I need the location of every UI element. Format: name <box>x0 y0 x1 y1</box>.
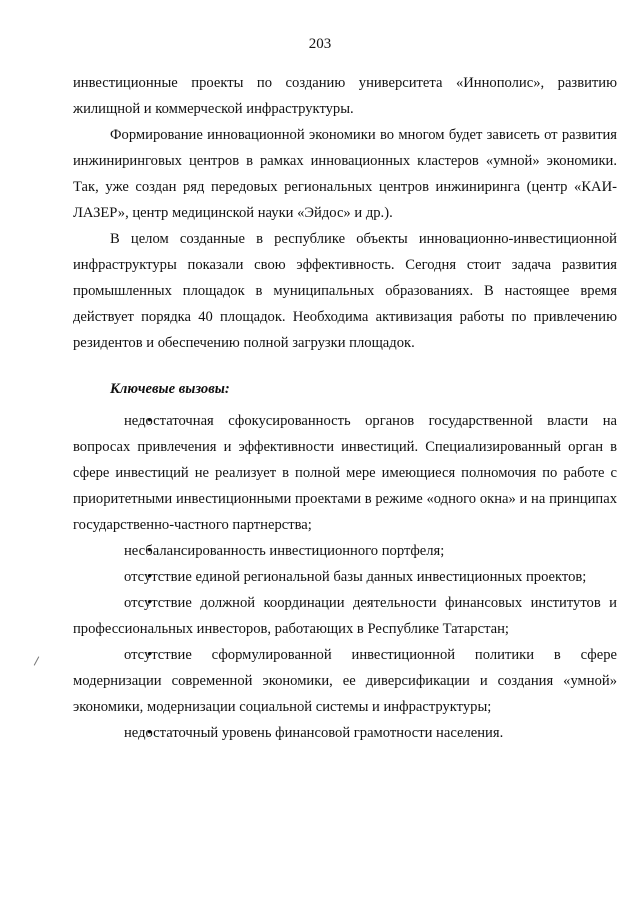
page-number: 203 <box>308 36 332 52</box>
bullet-icon <box>110 725 124 741</box>
list-item <box>73 590 617 642</box>
paragraph-continuation: инвестиционные проекты по созданию университета «Иннополис», развитию жилищной и коммерческой инфраструктуры. <box>73 75 617 117</box>
scan-mark <box>34 656 40 665</box>
list-item <box>73 564 617 590</box>
challenges-list <box>73 408 617 746</box>
bullet-icon <box>110 647 124 663</box>
bullet-icon <box>110 413 124 429</box>
bullet-icon <box>110 595 124 611</box>
list-item <box>73 408 617 538</box>
list-item <box>73 720 617 746</box>
intro-text <box>73 70 617 356</box>
list-item-text: недостаточный уровень финансовой грамотности населения. <box>124 725 504 741</box>
list-item-text: отсутствие единой региональной базы данных инвестиционных проектов; <box>124 569 587 585</box>
section-heading: Ключевые вызовы: <box>110 381 230 397</box>
list-item <box>73 538 617 564</box>
list-item <box>73 642 617 720</box>
list-item-text: недостаточная сфокусированность органов государственной власти на вопросах привлечения и эффективности инвестиций. Специализированный орган в сфере инвестиций не реализует в полной мере имеющиеся полномочия по работе с приоритетными инвестиционными проектами в режиме «одного окна» и на принципах государственно-частного партнерства; <box>73 413 617 533</box>
paragraph-innovation-economy: Формирование инновационной экономики во многом будет зависеть от развития инжиниринговых центров в рамках инновационных кластеров «умной» экономики. Так, уже создан ряд передовых региональных центров инжиниринга (центр «КАИ-ЛАЗЕР», центр медицинской науки «Эйдос» и др.). <box>73 127 617 221</box>
bullet-icon <box>110 543 124 559</box>
paragraph-infrastructure: В целом созданные в республике объекты инновационно-инвестиционной инфраструктуры показали свою эффективность. Сегодня стоит задача развития промышленных площадок в муниципальных образованиях. В настоящее время действует порядка 40 площадок. Необходима активизация работы по привлечению резидентов и обеспечению полной загрузки площадок. <box>73 231 617 351</box>
list-item-text: отсутствие должной координации деятельности финансовых институтов и профессиональных инвесторов, работающих в Республике Татарстан; <box>73 595 617 637</box>
list-item-text: отсутствие сформулированной инвестиционной политики в сфере модернизации современной экономики, ее диверсификации и создания «умной» экономики, модернизации социальной системы и инфраструктуры; <box>73 647 617 715</box>
list-item-text: несбалансированность инвестиционного портфеля; <box>124 543 445 559</box>
bullet-icon <box>110 569 124 585</box>
